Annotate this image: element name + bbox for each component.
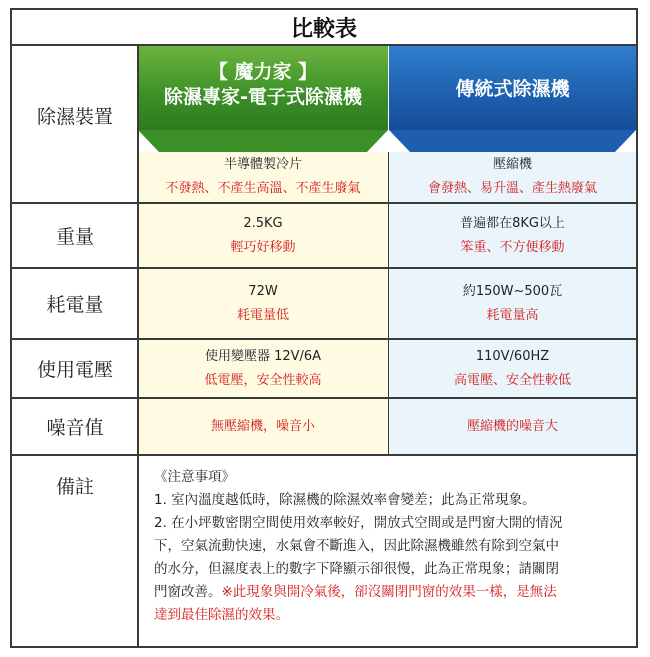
header-traditional-cell xyxy=(389,46,636,130)
notes-item-2-line-2: 下，空氣流動快速，水氣會不斷進入，因此除濕機雖然有除到空氣中 xyxy=(154,538,559,554)
brand-name: 【 魔力家 】 xyxy=(208,61,318,83)
label-power: 耗電量 xyxy=(46,294,104,316)
cell-voltage-magic: 使用變壓器 12V/6A 低電壓，安全性較高 xyxy=(138,340,388,397)
header-brand-cell xyxy=(138,46,388,130)
cell-weight-magic: 2.5KG 輕巧好移動 xyxy=(138,204,388,267)
cell-power-traditional: 約150W~500瓦 耗電量高 xyxy=(389,269,636,338)
notes-item-2-line-5: 達到最佳除濕的效果。 xyxy=(154,607,289,623)
notes-heading: 《注意事項》 xyxy=(154,469,235,485)
notes-item-2-line-3: 的水分，但濕度表上的數字下降顯示卻很慢，此為正常現象；請關閉 xyxy=(154,561,559,577)
label-weight: 重量 xyxy=(55,226,94,248)
cell-voltage-traditional: 110V/60HZ 高電壓、安全性較低 xyxy=(389,340,636,397)
cell-noise-traditional: 壓縮機的噪音大 xyxy=(389,399,636,454)
notes-content xyxy=(138,458,636,646)
notes-item-1: 1. 室內溫度越低時，除濕機的除濕效率會變差；此為正常現象。 xyxy=(154,492,536,508)
cell-weight-traditional: 普遍都在8KG以上 笨重、不方便移動 xyxy=(389,204,636,267)
label-noise: 噪音值 xyxy=(46,417,104,439)
cell-device-magic: 半導體製冷片 不發熱、不產生高溫、不產生廢氣 xyxy=(138,152,388,202)
cell-device-traditional: 壓縮機 會發熱、易升溫、產生熱廢氣 xyxy=(389,152,636,202)
table-title: 比較表 xyxy=(12,10,636,46)
label-voltage: 使用電壓 xyxy=(36,359,113,381)
label-dehumid-device: 除濕裝置 xyxy=(36,105,113,128)
brand-product: 除濕專家-電子式除濕機 xyxy=(164,86,362,108)
cell-power-magic: 72W 耗電量低 xyxy=(138,269,388,338)
cell-noise-magic: 無壓縮機，噪音小 xyxy=(138,399,388,454)
notes-item-2-line-1: 2. 在小坪數密閉空間使用效率較好，開放式空間或是門窗大開的情況 xyxy=(154,515,563,531)
comparison-table xyxy=(10,8,638,648)
notes-item-2-line-4: 門窗改善。※此現象與開冷氣後，卻沒關閉門窗的效果一樣，是無法 xyxy=(154,584,557,600)
label-notes: 備註 xyxy=(55,476,94,498)
header-arrows xyxy=(138,130,636,152)
traditional-title: 傳統式除濕機 xyxy=(455,78,570,100)
